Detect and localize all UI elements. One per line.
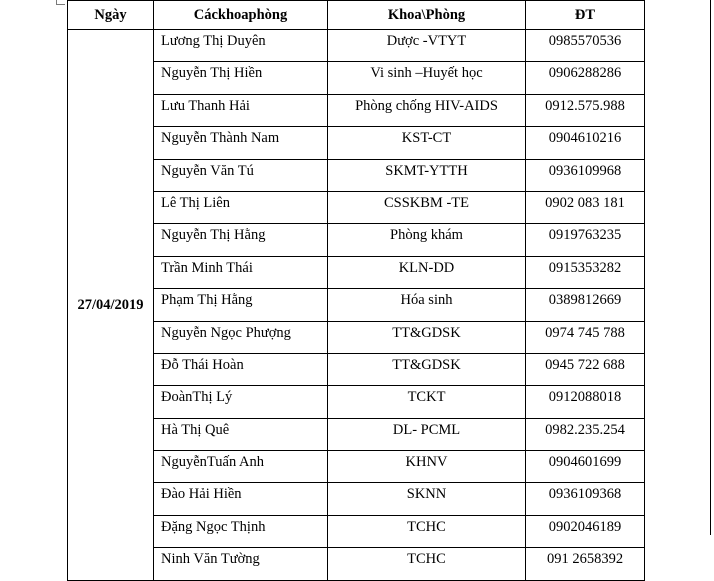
name-cell: Lê Thị Liên [154, 191, 328, 223]
name-cell: Nguyễn Thành Nam [154, 127, 328, 159]
name-cell: Đỗ Thái Hoàn [154, 353, 328, 385]
table-row [68, 321, 645, 353]
phone-cell: 0904601699 [526, 451, 645, 483]
table-row [68, 483, 645, 515]
table-row [68, 127, 645, 159]
header-dept: Khoa\Phòng [328, 1, 526, 30]
table-row [68, 386, 645, 418]
header-phone: ĐT [526, 1, 645, 30]
dept-cell: Hóa sinh [328, 289, 526, 321]
dept-cell: TT&GDSK [328, 321, 526, 353]
table-row [68, 159, 645, 191]
table-row [68, 224, 645, 256]
name-cell: Đặng Ngọc Thịnh [154, 515, 328, 547]
date-cell: 27/04/2019 [68, 30, 154, 581]
dept-cell: CSSKBM -TE [328, 191, 526, 223]
dept-cell: TCHC [328, 515, 526, 547]
table-row [68, 289, 645, 321]
dept-cell: DL- PCML [328, 418, 526, 450]
table-row [68, 548, 645, 580]
name-cell: Đào Hải Hiền [154, 483, 328, 515]
phone-cell: 0902046189 [526, 515, 645, 547]
dept-cell: SKNN [328, 483, 526, 515]
phone-cell: 0906288286 [526, 62, 645, 94]
phone-cell: 0936109368 [526, 483, 645, 515]
name-cell: Nguyễn Văn Tú [154, 159, 328, 191]
phone-cell: 0912.575.988 [526, 94, 645, 126]
name-cell: ĐoànThị Lý [154, 386, 328, 418]
table-row [68, 353, 645, 385]
header-name: Cáckhoaphòng [154, 1, 328, 30]
dept-cell: KHNV [328, 451, 526, 483]
duty-schedule-table [67, 0, 645, 581]
dept-cell: TCHC [328, 548, 526, 580]
phone-cell: 0912088018 [526, 386, 645, 418]
name-cell: Nguyễn Thị Hằng [154, 224, 328, 256]
table-row [68, 62, 645, 94]
table-row [68, 418, 645, 450]
dept-cell: Phòng khám [328, 224, 526, 256]
page-edge-line [710, 0, 711, 535]
phone-cell: 0915353282 [526, 256, 645, 288]
phone-cell: 0902 083 181 [526, 191, 645, 223]
table-move-handle[interactable] [56, 0, 65, 5]
name-cell: Nguyễn Ngọc Phượng [154, 321, 328, 353]
phone-cell: 0904610216 [526, 127, 645, 159]
name-cell: Trần Minh Thái [154, 256, 328, 288]
header-date: Ngày [68, 1, 154, 30]
table-header-row [68, 1, 645, 30]
dept-cell: Phòng chống HIV-AIDS [328, 94, 526, 126]
phone-cell: 0985570536 [526, 30, 645, 62]
phone-cell: 0982.235.254 [526, 418, 645, 450]
dept-cell: SKMT-YTTH [328, 159, 526, 191]
name-cell: Lưu Thanh Hải [154, 94, 328, 126]
dept-cell: TCKT [328, 386, 526, 418]
table-row [68, 451, 645, 483]
phone-cell: 0389812669 [526, 289, 645, 321]
dept-cell: KST-CT [328, 127, 526, 159]
table-row [68, 191, 645, 223]
dept-cell: Vi sinh –Huyết học [328, 62, 526, 94]
table-row [68, 30, 645, 62]
phone-cell: 0936109968 [526, 159, 645, 191]
dept-cell: TT&GDSK [328, 353, 526, 385]
table-row [68, 94, 645, 126]
phone-cell: 0974 745 788 [526, 321, 645, 353]
name-cell: Hà Thị Quê [154, 418, 328, 450]
name-cell: Ninh Văn Tường [154, 548, 328, 580]
dept-cell: KLN-DD [328, 256, 526, 288]
phone-cell: 091 2658392 [526, 548, 645, 580]
dept-cell: Dược -VTYT [328, 30, 526, 62]
name-cell: Lương Thị Duyên [154, 30, 328, 62]
name-cell: Phạm Thị Hằng [154, 289, 328, 321]
name-cell: NguyễnTuấn Anh [154, 451, 328, 483]
phone-cell: 0945 722 688 [526, 353, 645, 385]
table-row [68, 515, 645, 547]
name-cell: Nguyễn Thị Hiền [154, 62, 328, 94]
phone-cell: 0919763235 [526, 224, 645, 256]
table-row [68, 256, 645, 288]
